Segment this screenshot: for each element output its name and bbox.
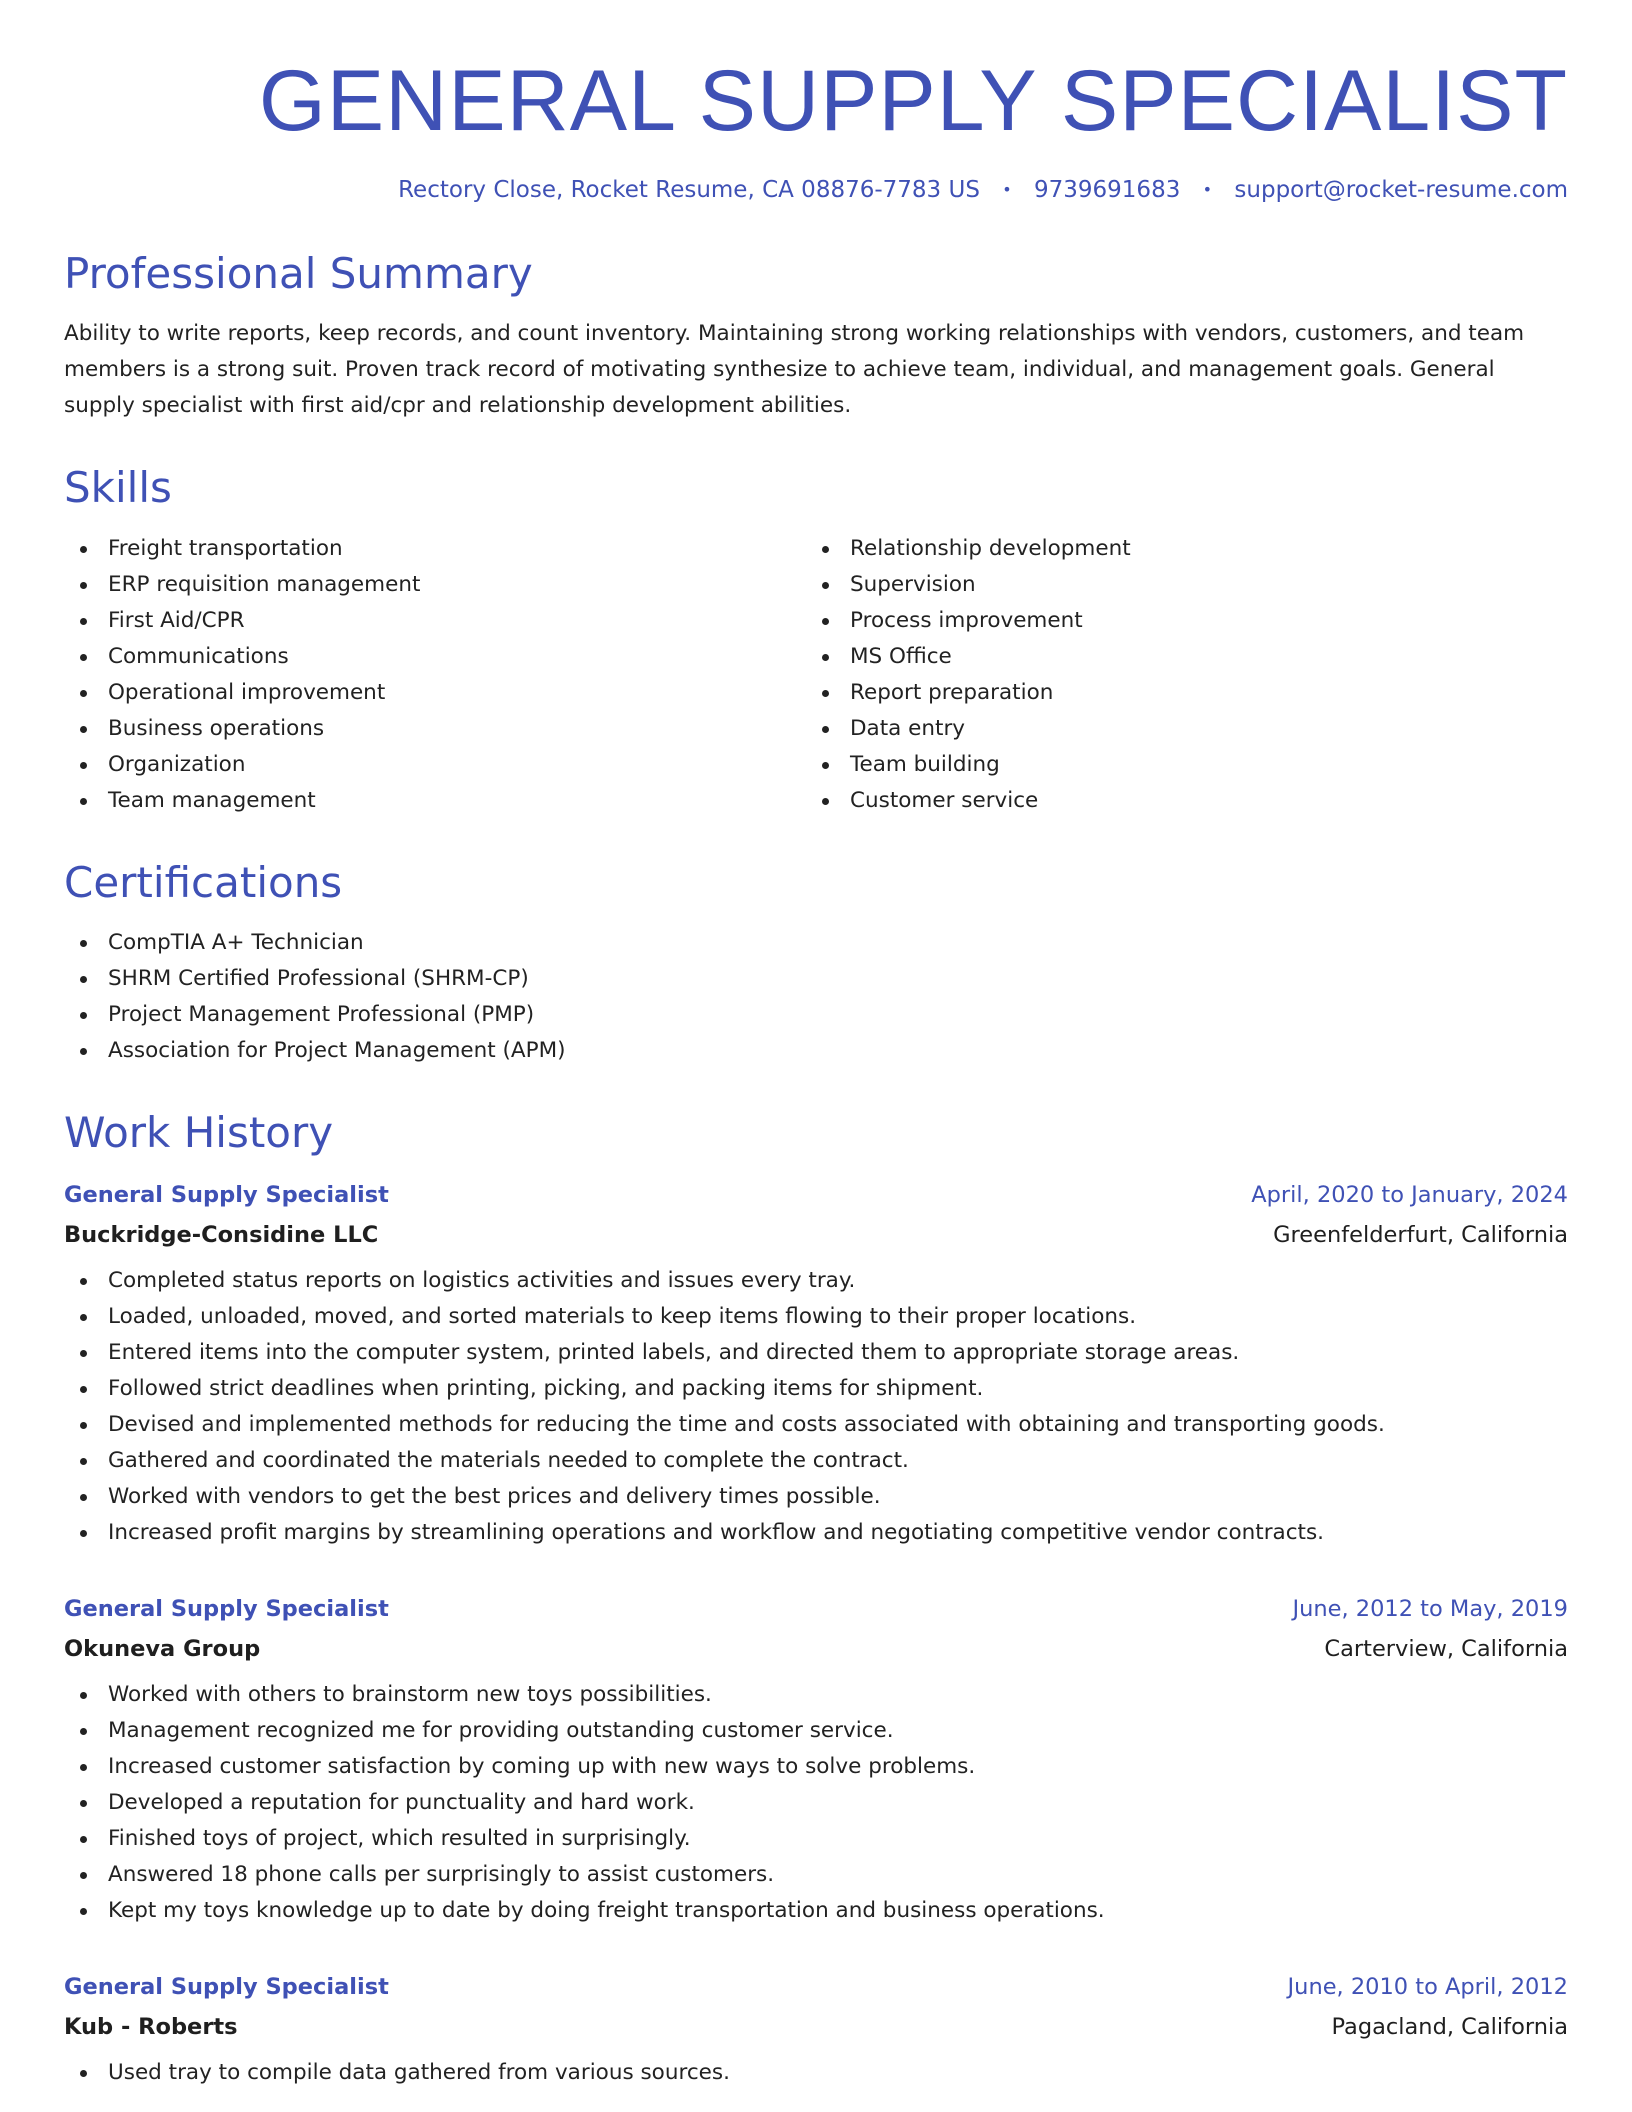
job-bullet: Answered 18 phone calls per surprisingly to assist customers. — [64, 1857, 1568, 1893]
job-bullet: Devised and implemented methods for reducing the time and costs associated with obtaining and transporting goods. — [64, 1407, 1568, 1443]
job-entry — [64, 1967, 1568, 2091]
job-bullets — [64, 1263, 1568, 1551]
job-bullet: Used tray to compile data gathered from various sources. — [64, 2055, 1568, 2091]
job-company-row — [64, 1629, 1568, 1669]
skills-list-right — [806, 531, 1548, 819]
job-bullet: Completed status reports on logistics activities and issues every tray. — [64, 1263, 1568, 1299]
job-location: Pagacland, California — [1331, 2014, 1568, 2041]
contact-email: support@rocket-resume.com — [1234, 176, 1568, 203]
skill-item: Relationship development — [806, 531, 1548, 567]
job-company: Okuneva Group — [64, 1636, 261, 1663]
skill-item: Supervision — [806, 567, 1548, 603]
job-bullet: Worked with others to brainstorm new toys possibilities. — [64, 1677, 1568, 1713]
certification-item: Project Management Professional (PMP) — [64, 997, 1568, 1033]
job-entry — [64, 1175, 1568, 1551]
skill-item: Operational improvement — [64, 675, 806, 711]
job-company: Buckridge-Considine LLC — [64, 1222, 379, 1249]
skill-item: Organization — [64, 747, 806, 783]
job-title: General Supply Specialist — [64, 1182, 389, 1209]
job-bullet: Increased profit margins by streamlining operations and workflow and negotiating competitive vendor contracts. — [64, 1515, 1568, 1551]
skills-section — [64, 464, 1568, 818]
job-bullet: Management recognized me for providing outstanding customer service. — [64, 1713, 1568, 1749]
job-company-row — [64, 1215, 1568, 1255]
job-bullet: Entered items into the computer system, printed labels, and directed them to appropriate storage areas. — [64, 1335, 1568, 1371]
skill-item: Process improvement — [806, 603, 1548, 639]
job-title-row — [64, 1175, 1568, 1215]
job-dates: June, 2010 to April, 2012 — [1287, 1974, 1568, 2001]
job-title: General Supply Specialist — [64, 1596, 389, 1623]
certification-item: Association for Project Management (APM) — [64, 1033, 1568, 1069]
skills-list-left — [64, 531, 806, 819]
certifications-list — [64, 925, 1568, 1069]
certification-item: CompTIA A+ Technician — [64, 925, 1568, 961]
contact-separator: • — [1202, 179, 1213, 199]
job-bullet: Worked with vendors to get the best prices and delivery times possible. — [64, 1479, 1568, 1515]
skill-item: MS Office — [806, 639, 1548, 675]
job-bullet: Finished toys of project, which resulted in surprisingly. — [64, 1821, 1568, 1857]
job-bullets — [64, 2055, 1568, 2091]
skill-item: Freight transportation — [64, 531, 806, 567]
skill-item: ERP requisition management — [64, 567, 806, 603]
job-entry — [64, 1589, 1568, 1929]
skill-item: Communications — [64, 639, 806, 675]
job-company: Kub - Roberts — [64, 2014, 238, 2041]
skill-item: Report preparation — [806, 675, 1548, 711]
certifications-section — [64, 859, 1568, 1069]
work-history-section — [64, 1109, 1568, 2091]
job-company-row — [64, 2007, 1568, 2047]
job-title-row — [64, 1589, 1568, 1629]
contact-phone: 9739691683 — [1034, 176, 1181, 203]
jobs-container — [64, 1175, 1568, 2091]
summary-heading: Professional Summary — [64, 249, 533, 299]
work-history-heading: Work History — [64, 1108, 334, 1158]
resume-header — [64, 0, 1568, 204]
job-bullet: Kept my toys knowledge up to date by doing freight transportation and business operations. — [64, 1893, 1568, 1929]
job-title-row — [64, 1967, 1568, 2007]
skills-grid — [64, 531, 1568, 819]
job-bullet: Followed strict deadlines when printing, picking, and packing items for shipment. — [64, 1371, 1568, 1407]
skill-item: First Aid/CPR — [64, 603, 806, 639]
job-title: General Supply Specialist — [64, 1974, 389, 2001]
job-dates: April, 2020 to January, 2024 — [1251, 1182, 1568, 1209]
applicant-name: GENERAL SUPPLY SPECIALIST — [258, 53, 1568, 149]
job-bullets — [64, 1677, 1568, 1929]
certifications-heading: Certifications — [64, 857, 343, 907]
job-dates: June, 2012 to May, 2019 — [1292, 1596, 1568, 1623]
skill-item: Data entry — [806, 711, 1548, 747]
contact-line — [64, 177, 1568, 205]
job-bullet: Loaded, unloaded, moved, and sorted materials to keep items flowing to their proper locations. — [64, 1299, 1568, 1335]
certification-item: SHRM Certified Professional (SHRM-CP) — [64, 961, 1568, 997]
summary-text: Ability to write reports, keep records, and count inventory. Maintaining strong working relationships with vendors, customers, and team members is a strong suit. Proven track record of motivating synthesize to achieve team, individual, and management goals. General supply specialist with first aid/cpr and relationship development abilities. — [64, 321, 1525, 419]
skill-item: Team building — [806, 747, 1548, 783]
skills-heading: Skills — [64, 463, 172, 513]
contact-separator: • — [1002, 179, 1012, 199]
skill-item: Customer service — [806, 783, 1548, 819]
job-location: Carterview, California — [1324, 1636, 1568, 1663]
summary-section — [64, 250, 1568, 424]
skill-item: Team management — [64, 783, 806, 819]
job-location: Greenfelderfurt, California — [1273, 1222, 1568, 1249]
contact-address: Rectory Close, Rocket Resume, CA 08876-7783 US — [398, 176, 980, 203]
job-bullet: Gathered and coordinated the materials needed to complete the contract. — [64, 1443, 1568, 1479]
job-bullet: Developed a reputation for punctuality and hard work. — [64, 1785, 1568, 1821]
job-bullet: Increased customer satisfaction by coming up with new ways to solve problems. — [64, 1749, 1568, 1785]
skill-item: Business operations — [64, 711, 806, 747]
